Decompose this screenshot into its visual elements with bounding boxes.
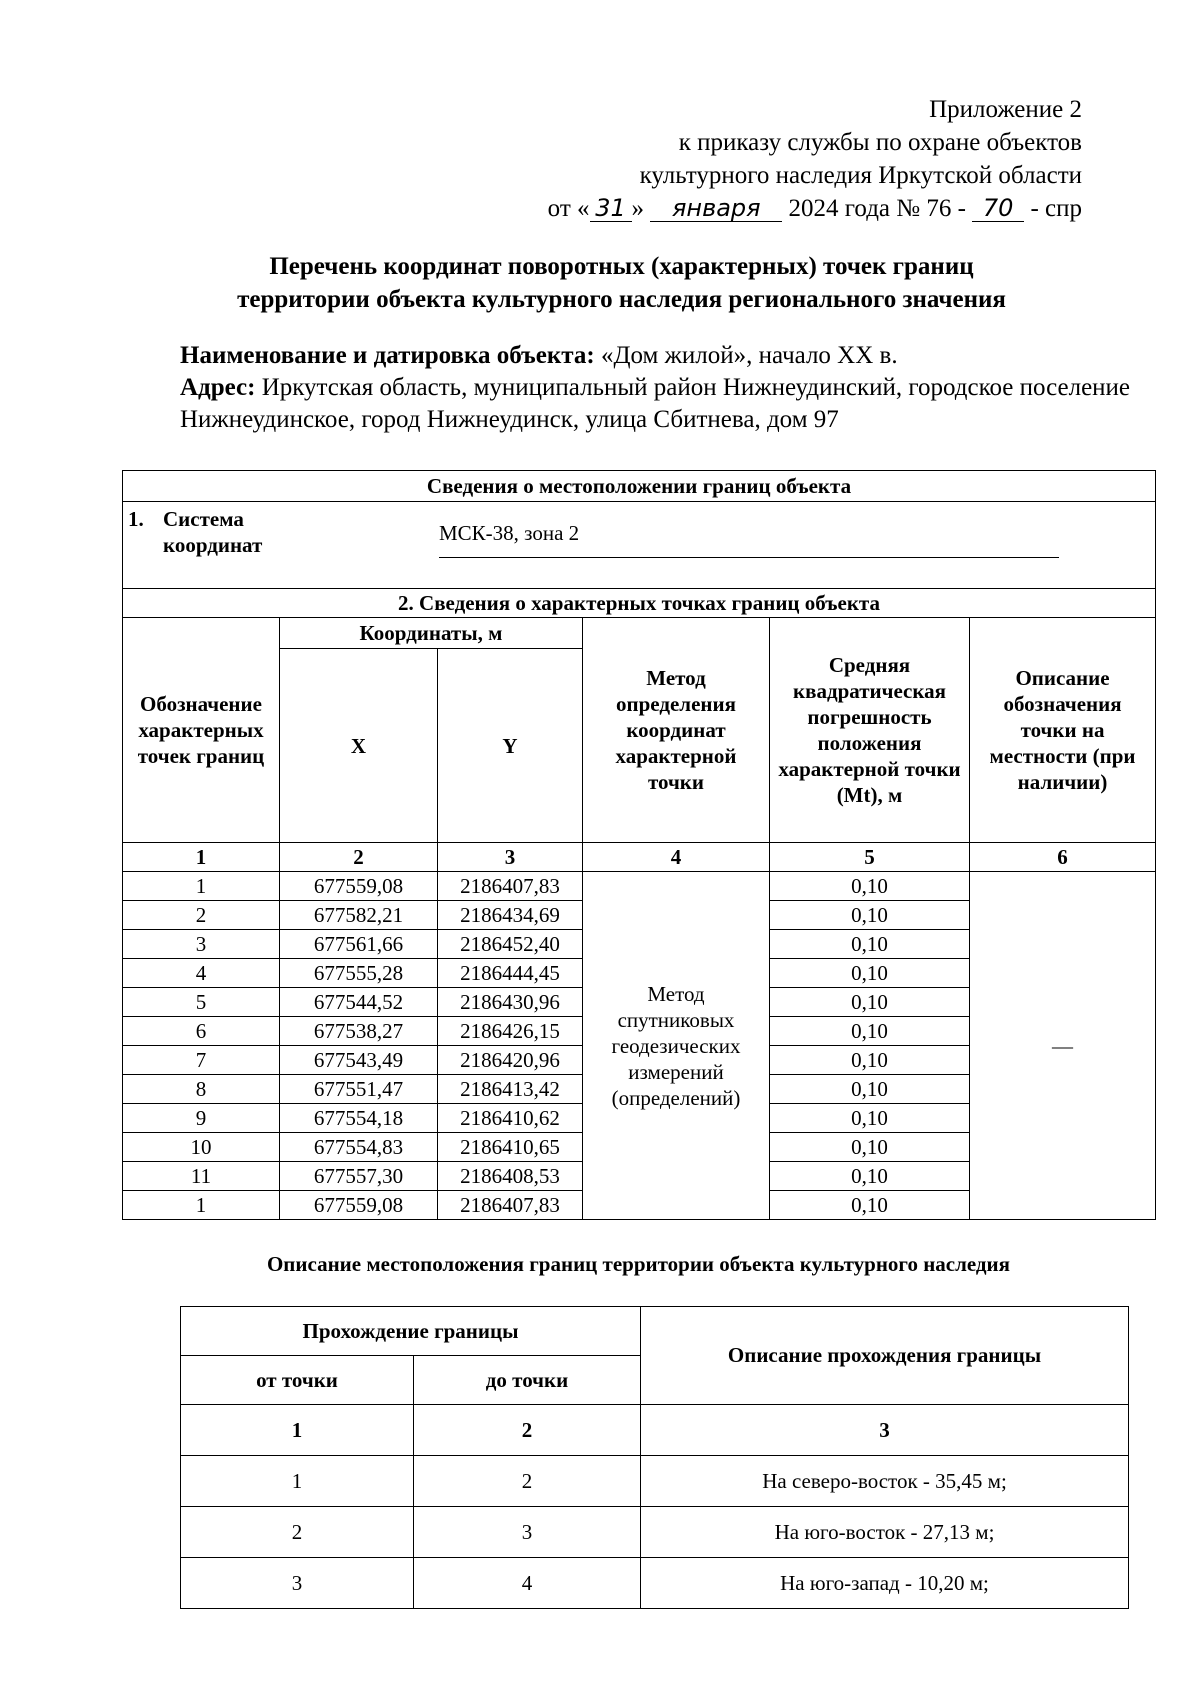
col-designation-header: Обозначение характерных точек границ [123,618,280,843]
boundary-body [181,1456,1129,1609]
col-passage-header: Прохождение границы [181,1307,641,1356]
point-cell: 1 [123,1191,280,1220]
handwritten-number: 70 [972,195,1024,222]
mt-cell: 0,10 [770,1075,970,1104]
y-cell: 2186452,40 [438,930,583,959]
col-error-header: Средняя квадратическая погрешность положения характерной точки (Mt), м [770,618,970,843]
y-cell: 2186407,83 [438,1191,583,1220]
boundary-col-number-3: 3 [641,1405,1129,1456]
y-cell: 2186430,96 [438,988,583,1017]
coordinates-body [123,872,1156,1220]
mt-cell: 0,10 [770,1104,970,1133]
appendix-line-2: к приказу службы по охране объектов [678,129,1082,156]
appendix-header [548,93,1082,225]
system-number: 1. [128,507,144,531]
boundary-description-cell: На северо-восток - 35,45 м; [641,1456,1129,1507]
object-name-label: Наименование и датировка объекта: [180,342,595,369]
system-underline [439,557,1059,558]
handwritten-day: 31 [590,195,632,222]
boundary-row [181,1558,1129,1609]
title-line-1: Перечень координат поворотных (характерных) точек границ [269,253,974,280]
col-number-2: 2 [280,843,438,872]
boundary-table [180,1306,1129,1609]
y-cell: 2186444,45 [438,959,583,988]
system-value: МСК-38, зона 2 [439,521,580,545]
col-number-1: 1 [123,843,280,872]
col-number-5: 5 [770,843,970,872]
x-cell: 677559,08 [280,1191,438,1220]
year-text: 2024 года № 76 - [788,195,966,222]
boundary-row [181,1456,1129,1507]
appendix-date-line [548,192,1082,225]
boundary-row [181,1507,1129,1558]
x-cell: 677538,27 [280,1017,438,1046]
col-to-header: до точки [414,1356,641,1405]
x-cell: 677561,66 [280,930,438,959]
section-2-header: 2. Сведения о характерных точках границ объекта [123,589,1156,618]
col-coordinates-header: Координаты, м [280,618,583,649]
object-address-value: Иркутская область, муниципальный район Нижнеудинский, городское поселение Нижнеудинское, город Нижнеудинск, улица Сбитнева, дом 97 [180,374,1131,433]
location-table-header: Сведения о местоположении границ объекта [123,471,1156,502]
point-cell: 3 [123,930,280,959]
document-title [120,250,1123,316]
col-y-header: Y [438,649,583,843]
point-cell: 11 [123,1162,280,1191]
boundary-description-cell: На юго-восток - 27,13 м; [641,1507,1129,1558]
object-name [180,340,1140,372]
point-cell: 2 [123,901,280,930]
boundary-section-title: Описание местоположения границ территории объекта культурного наследия [266,1252,1011,1276]
mt-cell: 0,10 [770,1162,970,1191]
x-cell: 677582,21 [280,901,438,930]
boundary-to-cell: 3 [414,1507,641,1558]
point-cell: 1 [123,872,280,901]
y-cell: 2186413,42 [438,1075,583,1104]
boundary-to-cell: 4 [414,1558,641,1609]
method-cell: Метод спутниковых геодезических измерений (определений) [583,872,770,1220]
mt-cell: 0,10 [770,872,970,901]
y-cell: 2186407,83 [438,872,583,901]
col-number-3: 3 [438,843,583,872]
point-cell: 7 [123,1046,280,1075]
system-label: Система координат [163,507,263,557]
boundary-description-cell: На юго-запад - 10,20 м; [641,1558,1129,1609]
mt-cell: 0,10 [770,1191,970,1220]
object-address-label: Адрес: [180,374,256,401]
x-cell: 677555,28 [280,959,438,988]
title-line-2: территории объекта культурного наследия регионального значения [237,286,1006,313]
mt-cell: 0,10 [770,1133,970,1162]
boundary-from-cell: 1 [181,1456,414,1507]
point-cell: 8 [123,1075,280,1104]
number-suffix: - спр [1030,195,1082,222]
x-cell: 677544,52 [280,988,438,1017]
mt-cell: 0,10 [770,988,970,1017]
col-passage-description-header: Описание прохождения границы [641,1307,1129,1405]
y-cell: 2186410,65 [438,1133,583,1162]
quote-close: » [631,195,645,222]
boundary-col-number-1: 1 [181,1405,414,1456]
col-number-6: 6 [970,843,1156,872]
description-cell: — [970,872,1156,1220]
x-cell: 677551,47 [280,1075,438,1104]
col-method-header: Метод определения координат характерной точки [583,618,770,843]
coordinate-system-cell [123,502,1156,589]
col-x-header: X [280,649,438,843]
mt-cell: 0,10 [770,930,970,959]
boundary-to-cell: 2 [414,1456,641,1507]
col-description-header: Описание обозначения точки на местности (при наличии) [970,618,1156,843]
location-table [122,470,1156,1220]
mt-cell: 0,10 [770,959,970,988]
col-from-header: от точки [181,1356,414,1405]
mt-cell: 0,10 [770,1046,970,1075]
object-name-value: «Дом жилой», начало XX в. [600,342,898,369]
x-cell: 677554,83 [280,1133,438,1162]
table-row [123,872,1156,901]
object-info [180,340,1140,436]
y-cell: 2186426,15 [438,1017,583,1046]
boundary-from-cell: 3 [181,1558,414,1609]
object-address [180,372,1140,436]
mt-cell: 0,10 [770,901,970,930]
mt-cell: 0,10 [770,1017,970,1046]
x-cell: 677557,30 [280,1162,438,1191]
x-cell: 677543,49 [280,1046,438,1075]
boundary-col-number-2: 2 [414,1405,641,1456]
x-cell: 677554,18 [280,1104,438,1133]
x-cell: 677559,08 [280,872,438,901]
point-cell: 10 [123,1133,280,1162]
point-cell: 5 [123,988,280,1017]
appendix-line-3: культурного наследия Иркутской области [639,162,1082,189]
point-cell: 9 [123,1104,280,1133]
appendix-line-1: Приложение 2 [929,96,1082,123]
col-number-4: 4 [583,843,770,872]
point-cell: 6 [123,1017,280,1046]
y-cell: 2186434,69 [438,901,583,930]
boundary-from-cell: 2 [181,1507,414,1558]
y-cell: 2186408,53 [438,1162,583,1191]
y-cell: 2186410,62 [438,1104,583,1133]
point-cell: 4 [123,959,280,988]
handwritten-month: января [650,195,782,222]
date-prefix: от « [547,195,590,222]
y-cell: 2186420,96 [438,1046,583,1075]
